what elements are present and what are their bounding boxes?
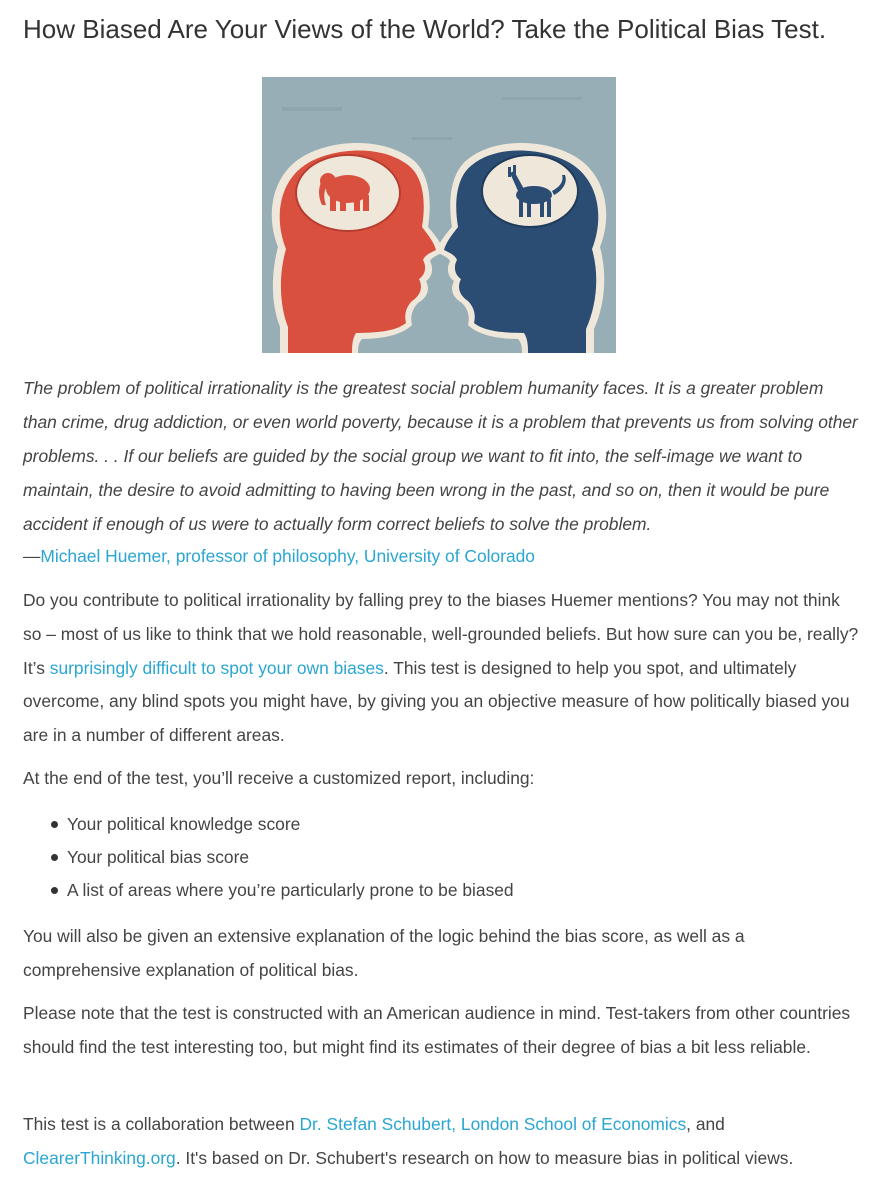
collab-text-end: . It's based on Dr. Schubert's research on how to measure bias in political views.	[175, 1147, 794, 1168]
collab-text-middle: , and	[686, 1114, 725, 1134]
attribution-dash: —	[23, 546, 41, 566]
intro-text-end: . This test is designed to help you spot, and ultimately overcome, any blind spots you might have, by giving you an objective measure of how politically biased you are in a number of different areas.	[23, 657, 850, 746]
list-item-text: Your political bias score	[67, 847, 250, 867]
clearerthinking-link[interactable]: ClearerThinking.org	[23, 1147, 176, 1168]
schubert-link[interactable]: Dr. Stefan Schubert, London School of Economics	[299, 1114, 687, 1134]
bias-article-link[interactable]: surprisingly difficult to spot your own biases	[49, 657, 384, 678]
quote-text: The problem of political irrationality is the greatest social problem humanity faces. It is a greater problem than crime, drug addiction, or even world poverty, because it is a problem that prevents us from solving other problems. . . If our beliefs are guided by the social group we want to fit into, the self-image we want to maintain, the desire to avoid admitting to having been wrong in the past, and so on, then it would be pure accident if enough of us were to actually form correct beliefs to solve the problem.	[23, 378, 858, 534]
list-item-text: A list of areas where you’re particularly prone to be biased	[67, 880, 514, 900]
intro-paragraph	[23, 584, 859, 753]
page-title: How Biased Are Your Views of the World? Take the Political Bias Test.	[23, 14, 827, 44]
author-link[interactable]: Michael Huemer, professor of philosophy, University of Colorado	[40, 546, 535, 566]
list-item	[23, 808, 514, 841]
bullet-icon	[51, 887, 58, 894]
list-item	[23, 841, 514, 874]
hero-image	[262, 77, 616, 353]
list-item	[23, 874, 514, 907]
report-list	[23, 808, 514, 907]
quote-attribution	[23, 539, 535, 573]
intro-text-start: Do you contribute to political irrationality by falling prey to the biases Huemer mentions? You may not think so – most of us like to think that we hold reasonable, well-grounded beliefs. But how sure can you be, really? It’s	[23, 590, 859, 678]
list-item-text: Your political knowledge score	[67, 814, 301, 834]
bullet-icon	[51, 854, 58, 861]
collaboration-paragraph	[23, 1108, 859, 1176]
audience-note: Please note that the test is constructed with an American audience in mind. Test-takers from other countries should find the test interesting too, but might find its estimates of their degree of bias a bit less reliable.	[23, 1003, 851, 1057]
collab-text-start: This test is a collaboration between	[23, 1114, 300, 1134]
report-intro: At the end of the test, you’ll receive a customized report, including:	[23, 768, 535, 788]
explanation-paragraph: You will also be given an extensive explanation of the logic behind the bias score, as well as a comprehensive explanation of political bias.	[23, 926, 745, 980]
bullet-icon	[51, 821, 58, 828]
